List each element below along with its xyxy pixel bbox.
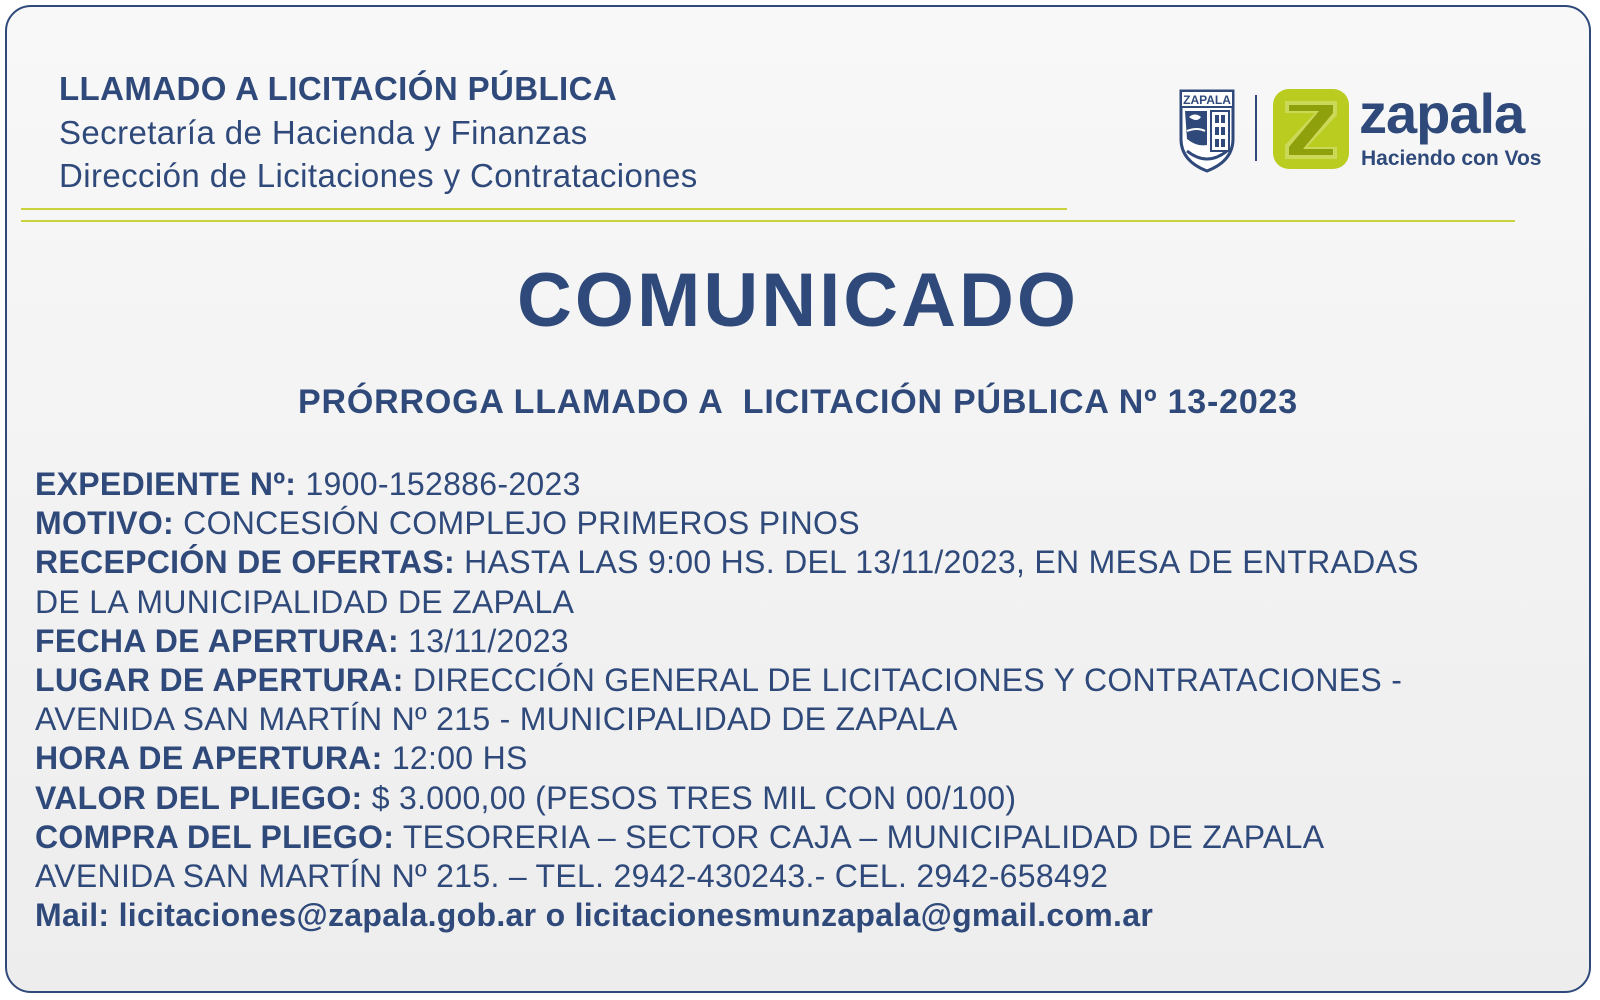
hora-label: HORA DE APERTURA: — [35, 740, 383, 777]
lugar-value-cont: AVENIDA SAN MARTÍN Nº 215 - MUNICIPALIDAD DE ZAPALA — [35, 701, 958, 738]
recepcion-label: RECEPCIÓN DE OFERTAS: — [35, 544, 455, 581]
compra-row — [35, 818, 1555, 857]
logo-divider — [1255, 95, 1257, 161]
valor-value: $ 3.000,00 (PESOS TRES MIL CON 00/100) — [362, 779, 1017, 816]
expediente-label: EXPEDIENTE Nº: — [35, 466, 297, 502]
recepcion-row — [35, 543, 1555, 582]
notice-card — [5, 5, 1591, 993]
notice-title: COMUNICADO — [517, 258, 1079, 343]
valor-row — [35, 779, 1555, 818]
brand-tagline: Haciendo con Vos — [1361, 147, 1542, 170]
compra-label: COMPRA DEL PLIEGO: — [35, 818, 395, 855]
lugar-row-cont — [35, 700, 1555, 739]
valor-label: VALOR DEL PLIEGO: — [35, 779, 363, 816]
compra-value-cont: AVENIDA SAN MARTÍN Nº 215. – TEL. 2942-430243.- CEL. 2942-658492 — [35, 858, 1109, 895]
brand-name: zapala — [1359, 82, 1525, 145]
hora-value: 12:00 HS — [382, 740, 528, 777]
header-title: LLAMADO A LICITACIÓN PÚBLICA — [59, 70, 618, 107]
notice-subtitle: PRÓRROGA LLAMADO A LICITACIÓN PÚBLICA Nº 13-2023 — [298, 383, 1298, 421]
lugar-value: DIRECCIÓN GENERAL DE LICITACIONES Y CONTRATACIONES - — [403, 662, 1403, 699]
fecha-label: FECHA DE APERTURA: — [35, 622, 399, 659]
expediente-value: 1900-152886-2023 — [296, 466, 581, 502]
header-secretaria: Secretaría de Hacienda y Finanzas — [59, 114, 588, 151]
header-rule-short — [21, 208, 1067, 210]
fecha-value: 13/11/2023 — [398, 622, 569, 659]
lugar-label: LUGAR DE APERTURA: — [35, 662, 404, 699]
zapala-crest-icon — [1177, 87, 1237, 173]
svg-text:ZAPALA: ZAPALA — [1183, 93, 1231, 107]
recepcion-row-cont — [35, 583, 1555, 622]
expediente-row — [35, 465, 1555, 504]
motivo-label: MOTIVO: — [35, 505, 174, 542]
motivo-row — [35, 504, 1555, 543]
mail-contact[interactable]: Mail: licitaciones@zapala.gob.ar o licitacionesmunzapala@gmail.com.ar — [35, 897, 1154, 934]
recepcion-value: HASTA LAS 9:00 HS. DEL 13/11/2023, EN MESA DE ENTRADAS — [454, 544, 1419, 581]
header-direccion: Dirección de Licitaciones y Contrataciones — [59, 157, 698, 194]
notice-details — [35, 465, 1555, 935]
header-rule-long — [21, 220, 1515, 222]
compra-row-cont — [35, 857, 1555, 896]
header-block — [59, 67, 698, 197]
hora-row — [35, 739, 1555, 778]
compra-value: TESORERIA – SECTOR CAJA – MUNICIPALIDAD DE ZAPALA — [394, 818, 1325, 855]
lugar-row — [35, 661, 1555, 700]
zapala-z-icon — [1273, 89, 1349, 169]
recepcion-value-cont: DE LA MUNICIPALIDAD DE ZAPALA — [35, 583, 575, 620]
motivo-value: CONCESIÓN COMPLEJO PRIMEROS PINOS — [173, 505, 860, 542]
logo-group — [1177, 82, 1557, 177]
fecha-row — [35, 622, 1555, 661]
